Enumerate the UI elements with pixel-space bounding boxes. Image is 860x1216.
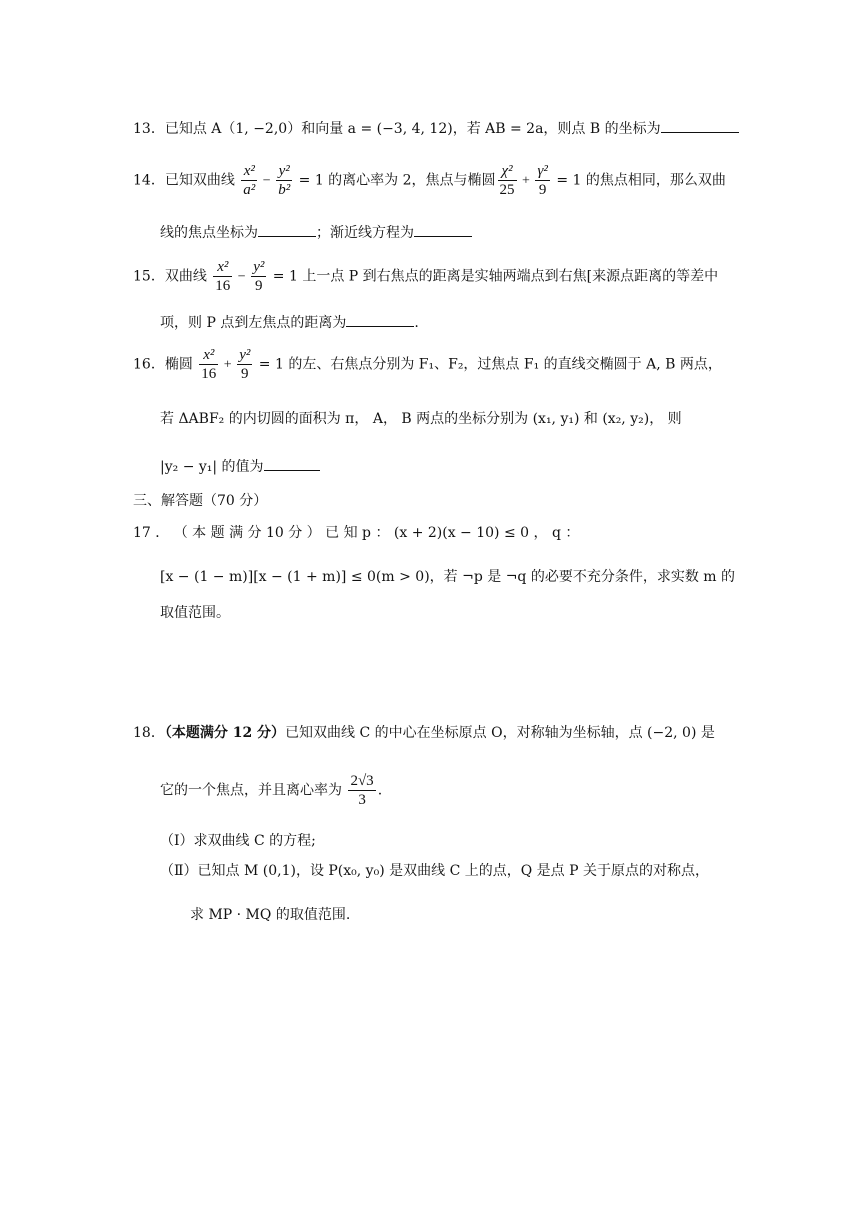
- q16-answer-blank: [264, 458, 320, 471]
- q14-fraction-x2-a2: [241, 162, 257, 199]
- frac-denominator: 3: [358, 792, 366, 808]
- q18-eccentricity-fraction: [348, 772, 375, 809]
- question-18-part2b: [190, 908, 350, 922]
- q14-number: 14．: [133, 172, 165, 189]
- frac-numerator: y²: [253, 259, 265, 275]
- q14-fraction-ellipse-2: [535, 162, 549, 199]
- q18-line1: 已知双曲线 C 的中心在坐标原点 O，对称轴为坐标轴，点 (−2, 0) 是: [285, 725, 715, 741]
- question-16-line3: [160, 458, 320, 474]
- q18-part2b: 求 MP · MQ 的取值范围.: [190, 907, 351, 923]
- minus-sign: −: [234, 269, 250, 285]
- q13-number: 13．: [133, 121, 165, 137]
- frac-denominator: 9: [538, 182, 547, 198]
- question-16: [133, 346, 722, 383]
- plus-sign: +: [220, 357, 236, 373]
- q16-fraction-x2-16: [199, 346, 218, 383]
- q14-line2-a: 线的焦点坐标为: [160, 225, 258, 241]
- section-title: 三、解答题（70 分）: [133, 493, 268, 509]
- frac-numerator: y²: [276, 162, 292, 181]
- frac-denominator: b²: [278, 182, 291, 198]
- q14-fraction-y2-b2: [276, 162, 292, 199]
- q16-line3: |y₂ − y₁| 的值为: [160, 459, 264, 475]
- q15-text-post: = 1 上一点 P 到右焦点的距离是实轴两端点到右焦[来源点距离的等差中: [268, 268, 719, 285]
- q16-text-post: = 1 的左、右焦点分别为 F₁、F₂，过焦点 F₁ 的直线交椭圆于 A, B 两点，: [254, 356, 722, 373]
- q14-answer-blank-2: [414, 224, 472, 237]
- q14-text-post: = 1 的焦点相同，那么双曲: [551, 172, 726, 189]
- q14-line2-b: ；渐近线方程为: [316, 225, 414, 241]
- q16-line2: 若 ΔABF₂ 的内切圆的面积为 π， A， B 两点的坐标分别为 (x₁, y₁) 和 (x₂, y₂)， 则: [160, 411, 682, 427]
- plus-sign: +: [518, 173, 534, 189]
- frac-denominator: 16: [215, 278, 231, 294]
- question-15-line2: [160, 314, 419, 330]
- q14-fraction-ellipse-1: [498, 162, 517, 199]
- q15-end: .: [414, 315, 419, 331]
- frac-numerator: x²: [213, 258, 232, 277]
- frac-denominator: 9: [241, 366, 249, 382]
- question-17-line2: [160, 570, 735, 584]
- q18-part1: （Ⅰ）求双曲线 C 的方程;: [160, 833, 316, 849]
- q13-answer-blank: [661, 120, 739, 133]
- frac-numerator: y²: [239, 347, 251, 363]
- question-15: [133, 258, 718, 295]
- frac-numerator: χ²: [498, 162, 517, 181]
- q16-fraction-y2-9: [237, 346, 252, 383]
- q14-answer-blank-1: [258, 224, 316, 237]
- question-16-line2: [160, 412, 682, 426]
- frac-numerator: x²: [199, 346, 218, 365]
- frac-numerator: 2√3: [350, 773, 374, 789]
- q17-line1: 17 ． （ 本 题 满 分 10 分 ） 已 知 p ： (x + 2)(x − 10) ≤ 0 ， q ：: [133, 525, 580, 541]
- question-14: [133, 162, 726, 199]
- question-18-part1: [160, 834, 316, 848]
- q15-answer-blank: [346, 314, 414, 327]
- q18-points: （本题满分 12 分）: [164, 725, 286, 741]
- q18-line2-post: .: [377, 782, 383, 799]
- q18-line2-pre: 它的一个焦点，并且离心率为: [160, 782, 342, 799]
- frac-numerator: γ²: [537, 163, 548, 179]
- q15-fraction-y2-9: [251, 258, 266, 295]
- question-18-part2: [160, 864, 709, 878]
- q16-text-pre: 椭圆: [164, 356, 193, 373]
- frac-denominator: 9: [255, 278, 263, 294]
- q18-number: 18．: [133, 725, 165, 741]
- section-heading: [133, 494, 267, 508]
- frac-denominator: a²: [243, 182, 256, 198]
- q16-number: 16．: [133, 356, 165, 373]
- question-18-line2: [160, 772, 382, 809]
- q14-text-pre: 已知双曲线: [164, 172, 235, 189]
- question-14-line2: [160, 224, 472, 240]
- q17-line3: 取值范围。: [160, 605, 230, 621]
- frac-denominator: 25: [499, 182, 515, 198]
- q15-text-pre: 双曲线: [164, 268, 207, 285]
- q13-text: 已知点 A（1, −2,0）和向量 a = (−3, 4, 12)，若 AB = 2a，则点 B 的坐标为: [164, 121, 661, 137]
- question-17: [133, 526, 579, 540]
- frac-numerator: x²: [241, 162, 257, 181]
- q18-part2: （Ⅱ）已知点 M (0,1)，设 P(x₀, y₀) 是双曲线 C 上的点，Q 是点 P 关于原点的对称点，: [160, 863, 709, 879]
- question-13: [133, 120, 739, 136]
- q14-text-mid: = 1 的离心率为 2，焦点与椭圆: [294, 172, 496, 189]
- q15-line2: 项，则 P 点到左焦点的距离为: [160, 315, 347, 331]
- question-18: [133, 726, 715, 740]
- q15-fraction-x2-16: [213, 258, 232, 295]
- q15-number: 15．: [133, 268, 165, 285]
- q17-line2: [x − (1 − m)][x − (1 + m)] ≤ 0(m > 0)，若 ¬p 是 ¬q 的必要不充分条件，求实数 m 的: [160, 569, 736, 585]
- minus-sign: −: [259, 173, 275, 189]
- question-17-line3: [160, 606, 230, 620]
- frac-denominator: 16: [201, 366, 217, 382]
